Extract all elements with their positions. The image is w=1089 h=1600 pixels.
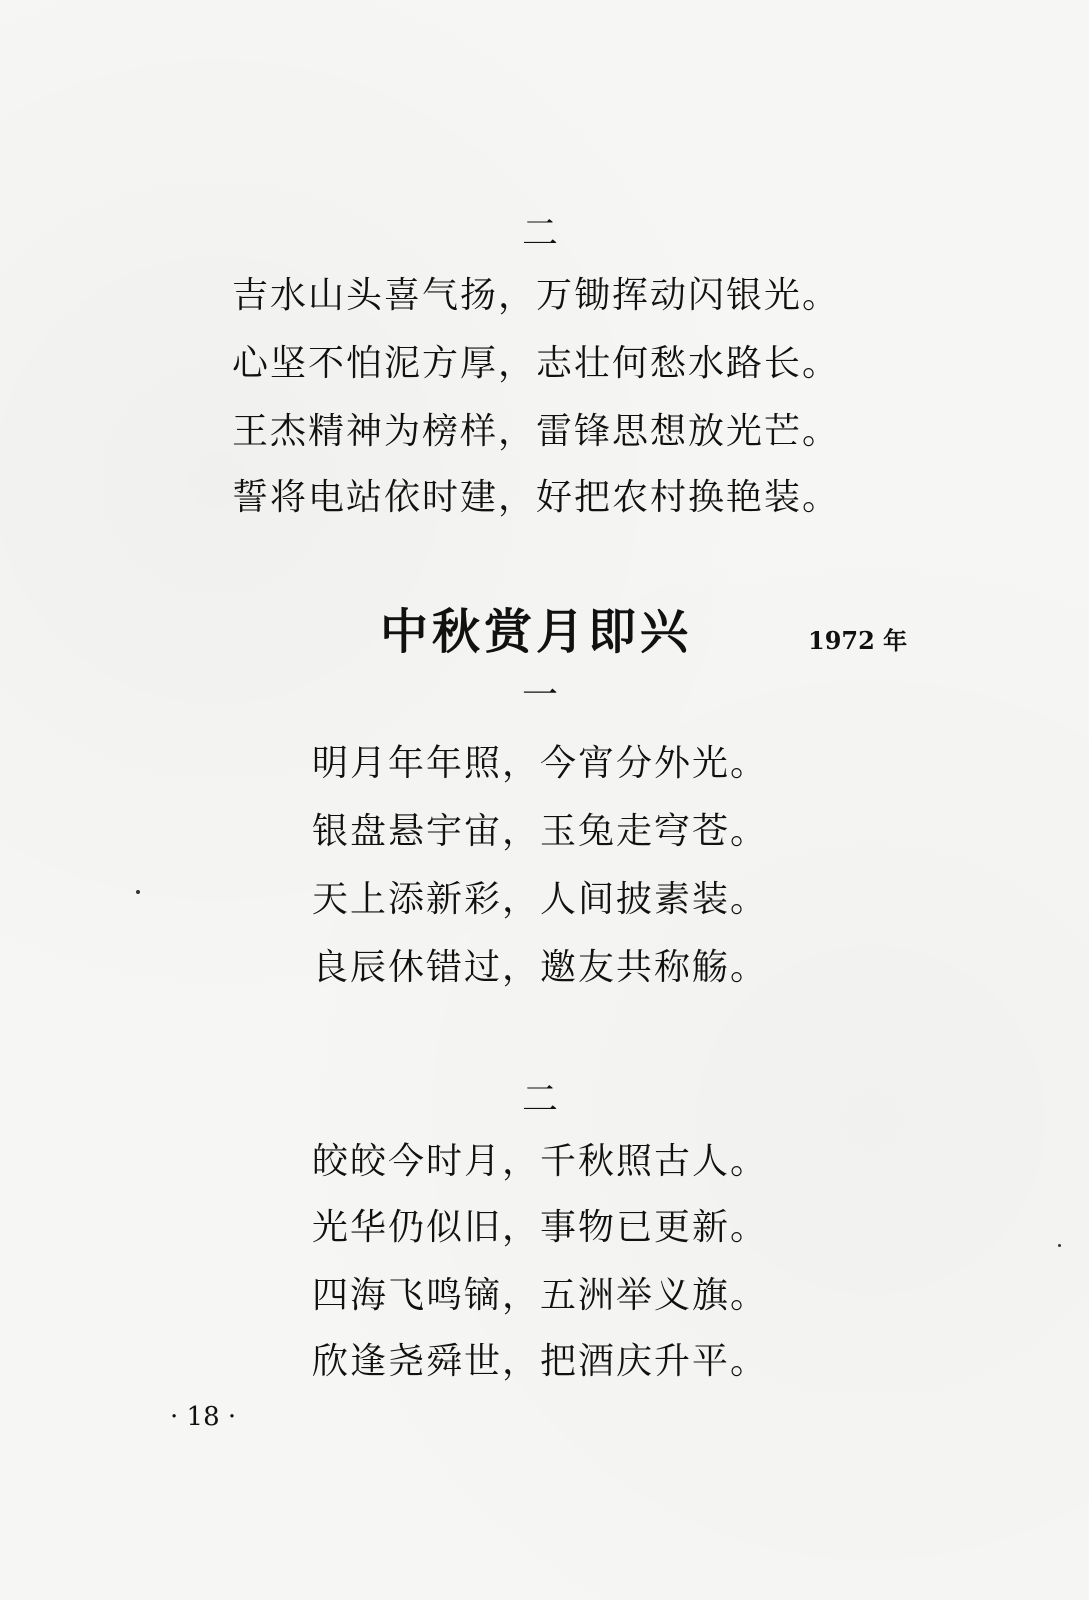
scan-speck (1058, 1244, 1061, 1247)
section-numeral: 二 (522, 1079, 559, 1120)
poem-title: 中秋赏月即兴 (380, 604, 693, 660)
section-numeral: 一 (522, 675, 559, 716)
verse-line: 银盘悬宇宙，玉兔走穹苍。 (312, 811, 769, 852)
verse-line: 明月年年照，今宵分外光。 (312, 743, 769, 784)
verse-line: 良辰休错过，邀友共称觞。 (312, 947, 769, 988)
verse-line: 欣逢尧舜世，把酒庆升平。 (312, 1341, 769, 1382)
verse-line: 天上添新彩，人间披素装。 (312, 879, 769, 920)
verse-line: 吉水山头喜气扬，万锄挥动闪银光。 (232, 275, 841, 316)
verse-line: 誓将电站依时建，好把农村换艳装。 (232, 477, 841, 518)
verse-line: 皎皎今时月，千秋照古人。 (312, 1141, 769, 1182)
verse-line: 心坚不怕泥方厚，志壮何愁水路长。 (232, 343, 841, 384)
verse-line: 光华仍似旧，事物已更新。 (312, 1207, 769, 1248)
section-numeral: 二 (522, 213, 559, 254)
poem-year: 1972 年 (808, 626, 908, 655)
verse-line: 王杰精神为榜样，雷锋思想放光芒。 (232, 411, 841, 452)
page-number: · 18 · (170, 1402, 237, 1432)
scan-speck (136, 890, 140, 894)
verse-line: 四海飞鸣镝，五洲举义旗。 (312, 1275, 769, 1316)
